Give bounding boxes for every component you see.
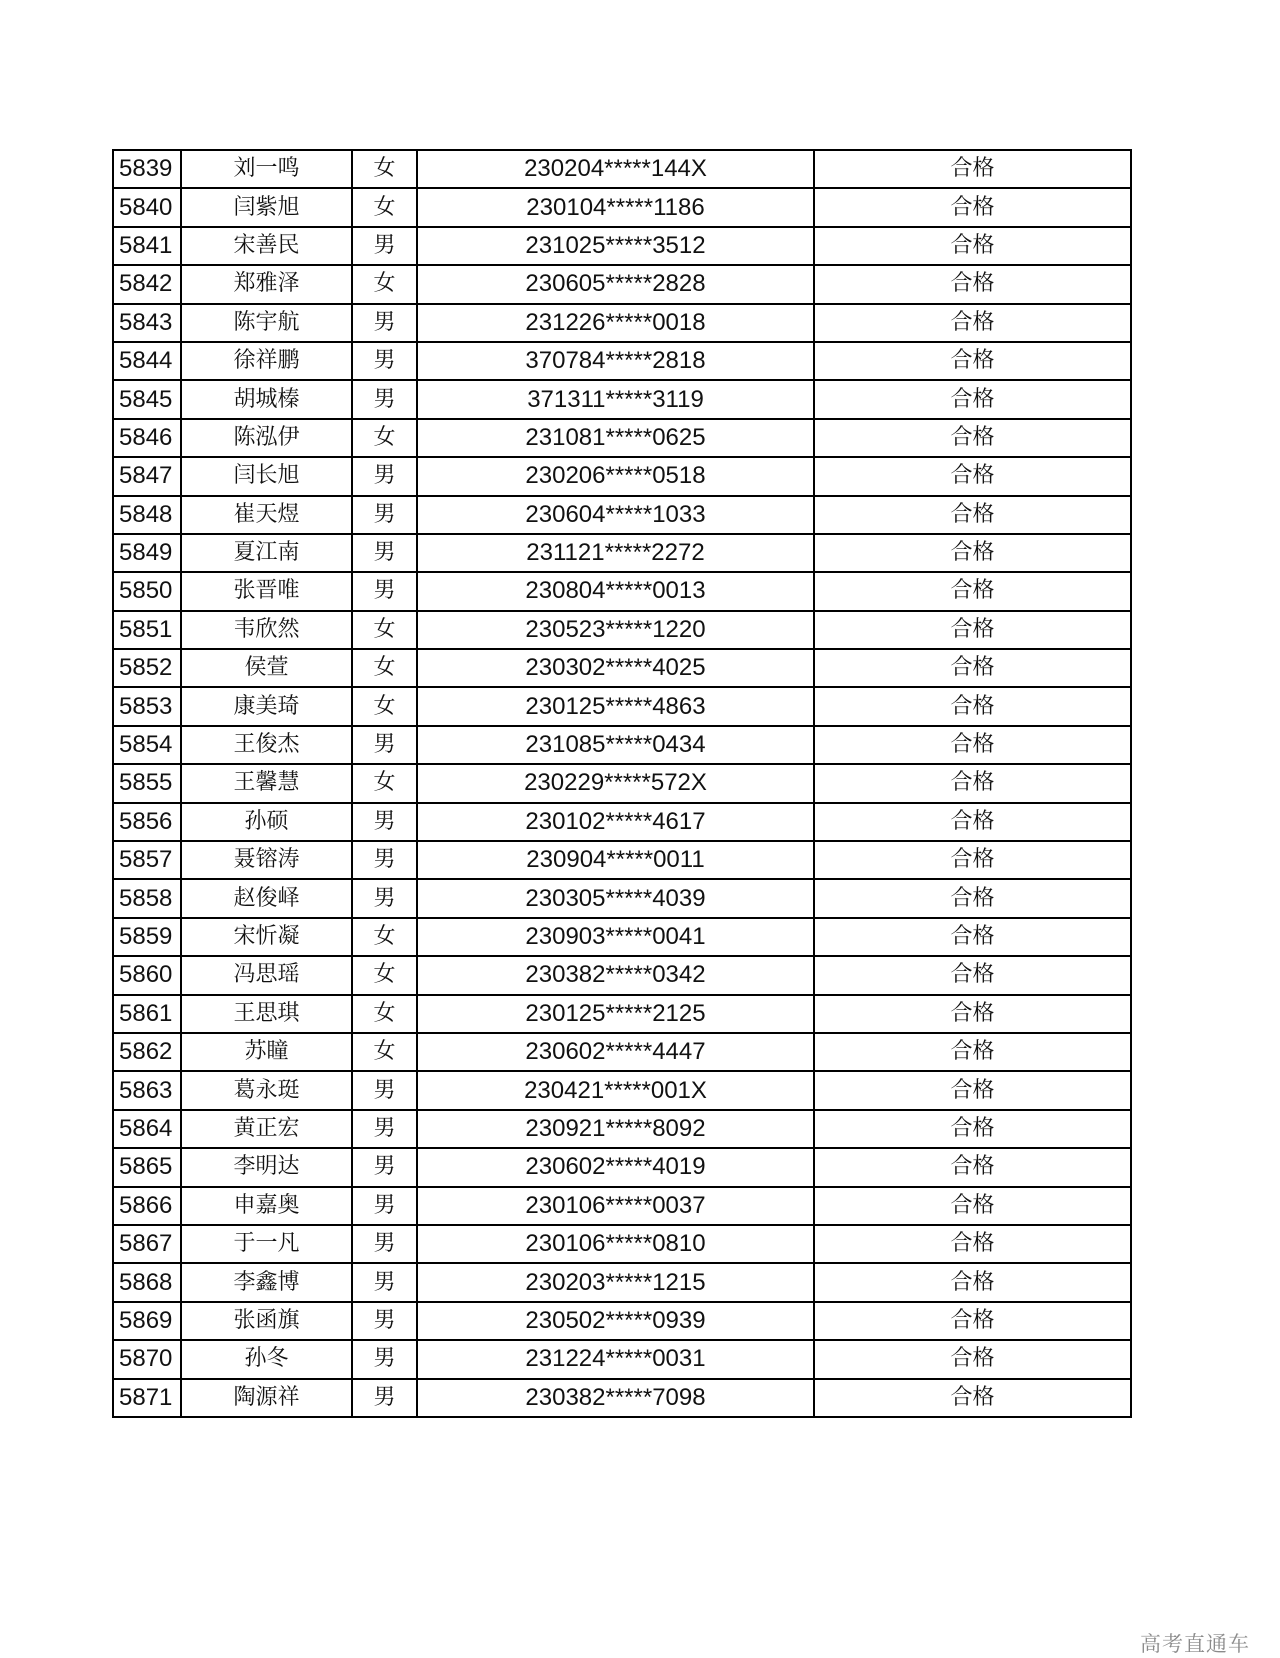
- row-number-cell: 5852: [113, 649, 181, 687]
- table-row: [113, 841, 1131, 879]
- row-number-cell: 5843: [113, 304, 181, 342]
- name-cell: 宋忻凝: [181, 918, 352, 956]
- table-row: [113, 1379, 1131, 1417]
- gender-cell: 女: [352, 150, 417, 188]
- row-number-cell: 5842: [113, 265, 181, 303]
- name-cell: 孙硕: [181, 803, 352, 841]
- id-number-cell: 231085*****0434: [417, 726, 814, 764]
- table-row: [113, 611, 1131, 649]
- id-number-cell: 371311*****3119: [417, 380, 814, 418]
- result-cell: 合格: [814, 1340, 1131, 1378]
- row-number-cell: 5855: [113, 764, 181, 802]
- table-row: [113, 764, 1131, 802]
- result-cell: 合格: [814, 227, 1131, 265]
- id-number-cell: 230305*****4039: [417, 879, 814, 917]
- name-cell: 徐祥鹏: [181, 342, 352, 380]
- table-row: [113, 1148, 1131, 1186]
- row-number-cell: 5853: [113, 687, 181, 725]
- name-cell: 闫紫旭: [181, 188, 352, 226]
- table-row: [113, 956, 1131, 994]
- gender-cell: 女: [352, 956, 417, 994]
- name-cell: 宋善民: [181, 227, 352, 265]
- table-row: [113, 419, 1131, 457]
- name-cell: 王俊杰: [181, 726, 352, 764]
- id-number-cell: 231224*****0031: [417, 1340, 814, 1378]
- gender-cell: 男: [352, 304, 417, 342]
- row-number-cell: 5860: [113, 956, 181, 994]
- id-number-cell: 230523*****1220: [417, 611, 814, 649]
- name-cell: 刘一鸣: [181, 150, 352, 188]
- gender-cell: 男: [352, 1148, 417, 1186]
- name-cell: 张函旗: [181, 1302, 352, 1340]
- id-number-cell: 230102*****4617: [417, 803, 814, 841]
- result-cell: 合格: [814, 687, 1131, 725]
- id-number-cell: 230382*****0342: [417, 956, 814, 994]
- result-cell: 合格: [814, 1148, 1131, 1186]
- id-number-cell: 230602*****4019: [417, 1148, 814, 1186]
- table-row: [113, 1263, 1131, 1301]
- gender-cell: 男: [352, 841, 417, 879]
- table-row: [113, 304, 1131, 342]
- id-number-cell: 231121*****2272: [417, 534, 814, 572]
- name-cell: 陈宇航: [181, 304, 352, 342]
- gender-cell: 女: [352, 188, 417, 226]
- result-cell: 合格: [814, 380, 1131, 418]
- id-number-cell: 230125*****2125: [417, 995, 814, 1033]
- name-cell: 张晋唯: [181, 572, 352, 610]
- gender-cell: 男: [352, 726, 417, 764]
- gender-cell: 男: [352, 879, 417, 917]
- table-row: [113, 342, 1131, 380]
- id-number-cell: 230804*****0013: [417, 572, 814, 610]
- name-cell: 王思琪: [181, 995, 352, 1033]
- id-number-cell: 230382*****7098: [417, 1379, 814, 1417]
- result-cell: 合格: [814, 188, 1131, 226]
- name-cell: 陶源祥: [181, 1379, 352, 1417]
- table-row: [113, 995, 1131, 1033]
- gender-cell: 男: [352, 342, 417, 380]
- table-row: [113, 687, 1131, 725]
- table-row: [113, 265, 1131, 303]
- result-cell: 合格: [814, 1071, 1131, 1109]
- result-cell: 合格: [814, 1225, 1131, 1263]
- results-table-body: [113, 150, 1131, 1417]
- gender-cell: 女: [352, 687, 417, 725]
- table-row: [113, 1302, 1131, 1340]
- id-number-cell: 230229*****572X: [417, 764, 814, 802]
- results-table: [112, 149, 1132, 1418]
- id-number-cell: 230206*****0518: [417, 457, 814, 495]
- result-cell: 合格: [814, 649, 1131, 687]
- result-cell: 合格: [814, 995, 1131, 1033]
- id-number-cell: 230204*****144X: [417, 150, 814, 188]
- gender-cell: 男: [352, 1379, 417, 1417]
- result-cell: 合格: [814, 841, 1131, 879]
- name-cell: 崔天煜: [181, 496, 352, 534]
- result-cell: 合格: [814, 1263, 1131, 1301]
- gender-cell: 男: [352, 1302, 417, 1340]
- result-cell: 合格: [814, 956, 1131, 994]
- result-cell: 合格: [814, 496, 1131, 534]
- row-number-cell: 5851: [113, 611, 181, 649]
- name-cell: 胡城榛: [181, 380, 352, 418]
- name-cell: 王馨慧: [181, 764, 352, 802]
- result-cell: 合格: [814, 726, 1131, 764]
- row-number-cell: 5854: [113, 726, 181, 764]
- table-row: [113, 380, 1131, 418]
- gender-cell: 女: [352, 611, 417, 649]
- row-number-cell: 5871: [113, 1379, 181, 1417]
- id-number-cell: 230104*****1186: [417, 188, 814, 226]
- name-cell: 葛永珽: [181, 1071, 352, 1109]
- id-number-cell: 231226*****0018: [417, 304, 814, 342]
- table-row: [113, 1071, 1131, 1109]
- name-cell: 赵俊峄: [181, 879, 352, 917]
- result-cell: 合格: [814, 534, 1131, 572]
- table-row: [113, 572, 1131, 610]
- table-row: [113, 918, 1131, 956]
- row-number-cell: 5856: [113, 803, 181, 841]
- row-number-cell: 5848: [113, 496, 181, 534]
- row-number-cell: 5867: [113, 1225, 181, 1263]
- row-number-cell: 5866: [113, 1187, 181, 1225]
- gender-cell: 男: [352, 1225, 417, 1263]
- name-cell: 侯萱: [181, 649, 352, 687]
- gender-cell: 男: [352, 1110, 417, 1148]
- table-row: [113, 150, 1131, 188]
- row-number-cell: 5858: [113, 879, 181, 917]
- gender-cell: 男: [352, 572, 417, 610]
- result-cell: 合格: [814, 1033, 1131, 1071]
- gender-cell: 男: [352, 380, 417, 418]
- row-number-cell: 5841: [113, 227, 181, 265]
- gender-cell: 男: [352, 1263, 417, 1301]
- name-cell: 闫长旭: [181, 457, 352, 495]
- table-row: [113, 649, 1131, 687]
- id-number-cell: 230604*****1033: [417, 496, 814, 534]
- row-number-cell: 5859: [113, 918, 181, 956]
- row-number-cell: 5865: [113, 1148, 181, 1186]
- name-cell: 康美琦: [181, 687, 352, 725]
- id-number-cell: 230605*****2828: [417, 265, 814, 303]
- result-cell: 合格: [814, 1110, 1131, 1148]
- result-cell: 合格: [814, 611, 1131, 649]
- row-number-cell: 5861: [113, 995, 181, 1033]
- id-number-cell: 230302*****4025: [417, 649, 814, 687]
- result-cell: 合格: [814, 918, 1131, 956]
- row-number-cell: 5857: [113, 841, 181, 879]
- gender-cell: 男: [352, 1187, 417, 1225]
- gender-cell: 男: [352, 1340, 417, 1378]
- name-cell: 夏江南: [181, 534, 352, 572]
- gender-cell: 男: [352, 496, 417, 534]
- result-cell: 合格: [814, 1187, 1131, 1225]
- result-cell: 合格: [814, 1379, 1131, 1417]
- id-number-cell: 230421*****001X: [417, 1071, 814, 1109]
- result-cell: 合格: [814, 150, 1131, 188]
- gender-cell: 男: [352, 1071, 417, 1109]
- gender-cell: 男: [352, 534, 417, 572]
- result-cell: 合格: [814, 572, 1131, 610]
- result-cell: 合格: [814, 803, 1131, 841]
- row-number-cell: 5864: [113, 1110, 181, 1148]
- row-number-cell: 5862: [113, 1033, 181, 1071]
- gender-cell: 男: [352, 803, 417, 841]
- row-number-cell: 5869: [113, 1302, 181, 1340]
- name-cell: 聂镕涛: [181, 841, 352, 879]
- id-number-cell: 230203*****1215: [417, 1263, 814, 1301]
- row-number-cell: 5849: [113, 534, 181, 572]
- gender-cell: 女: [352, 918, 417, 956]
- id-number-cell: 370784*****2818: [417, 342, 814, 380]
- row-number-cell: 5845: [113, 380, 181, 418]
- gender-cell: 女: [352, 995, 417, 1033]
- table-row: [113, 227, 1131, 265]
- gender-cell: 女: [352, 265, 417, 303]
- result-cell: 合格: [814, 419, 1131, 457]
- row-number-cell: 5844: [113, 342, 181, 380]
- table-row: [113, 534, 1131, 572]
- result-cell: 合格: [814, 304, 1131, 342]
- result-cell: 合格: [814, 342, 1131, 380]
- row-number-cell: 5868: [113, 1263, 181, 1301]
- gender-cell: 女: [352, 419, 417, 457]
- table-row: [113, 879, 1131, 917]
- name-cell: 黄正宏: [181, 1110, 352, 1148]
- table-row: [113, 1033, 1131, 1071]
- id-number-cell: 230904*****0011: [417, 841, 814, 879]
- id-number-cell: 231025*****3512: [417, 227, 814, 265]
- row-number-cell: 5870: [113, 1340, 181, 1378]
- name-cell: 申嘉奥: [181, 1187, 352, 1225]
- gender-cell: 男: [352, 227, 417, 265]
- name-cell: 韦欣然: [181, 611, 352, 649]
- table-row: [113, 803, 1131, 841]
- id-number-cell: 230921*****8092: [417, 1110, 814, 1148]
- gender-cell: 女: [352, 764, 417, 802]
- table-row: [113, 457, 1131, 495]
- result-cell: 合格: [814, 1302, 1131, 1340]
- row-number-cell: 5847: [113, 457, 181, 495]
- table-row: [113, 1225, 1131, 1263]
- watermark-text: 高考直通车: [1140, 1632, 1250, 1656]
- table-row: [113, 1340, 1131, 1378]
- table-row: [113, 726, 1131, 764]
- name-cell: 李明达: [181, 1148, 352, 1186]
- row-number-cell: 5863: [113, 1071, 181, 1109]
- name-cell: 李鑫博: [181, 1263, 352, 1301]
- id-number-cell: 230903*****0041: [417, 918, 814, 956]
- name-cell: 孙冬: [181, 1340, 352, 1378]
- row-number-cell: 5840: [113, 188, 181, 226]
- row-number-cell: 5846: [113, 419, 181, 457]
- result-cell: 合格: [814, 457, 1131, 495]
- id-number-cell: 230125*****4863: [417, 687, 814, 725]
- gender-cell: 女: [352, 1033, 417, 1071]
- gender-cell: 男: [352, 457, 417, 495]
- row-number-cell: 5839: [113, 150, 181, 188]
- id-number-cell: 230106*****0810: [417, 1225, 814, 1263]
- result-cell: 合格: [814, 265, 1131, 303]
- id-number-cell: 230602*****4447: [417, 1033, 814, 1071]
- table-row: [113, 188, 1131, 226]
- result-cell: 合格: [814, 879, 1131, 917]
- table-row: [113, 496, 1131, 534]
- name-cell: 苏瞳: [181, 1033, 352, 1071]
- name-cell: 冯思瑶: [181, 956, 352, 994]
- result-cell: 合格: [814, 764, 1131, 802]
- gender-cell: 女: [352, 649, 417, 687]
- name-cell: 陈泓伊: [181, 419, 352, 457]
- row-number-cell: 5850: [113, 572, 181, 610]
- name-cell: 郑雅泽: [181, 265, 352, 303]
- name-cell: 于一凡: [181, 1225, 352, 1263]
- table-row: [113, 1110, 1131, 1148]
- id-number-cell: 230106*****0037: [417, 1187, 814, 1225]
- id-number-cell: 230502*****0939: [417, 1302, 814, 1340]
- id-number-cell: 231081*****0625: [417, 419, 814, 457]
- table-row: [113, 1187, 1131, 1225]
